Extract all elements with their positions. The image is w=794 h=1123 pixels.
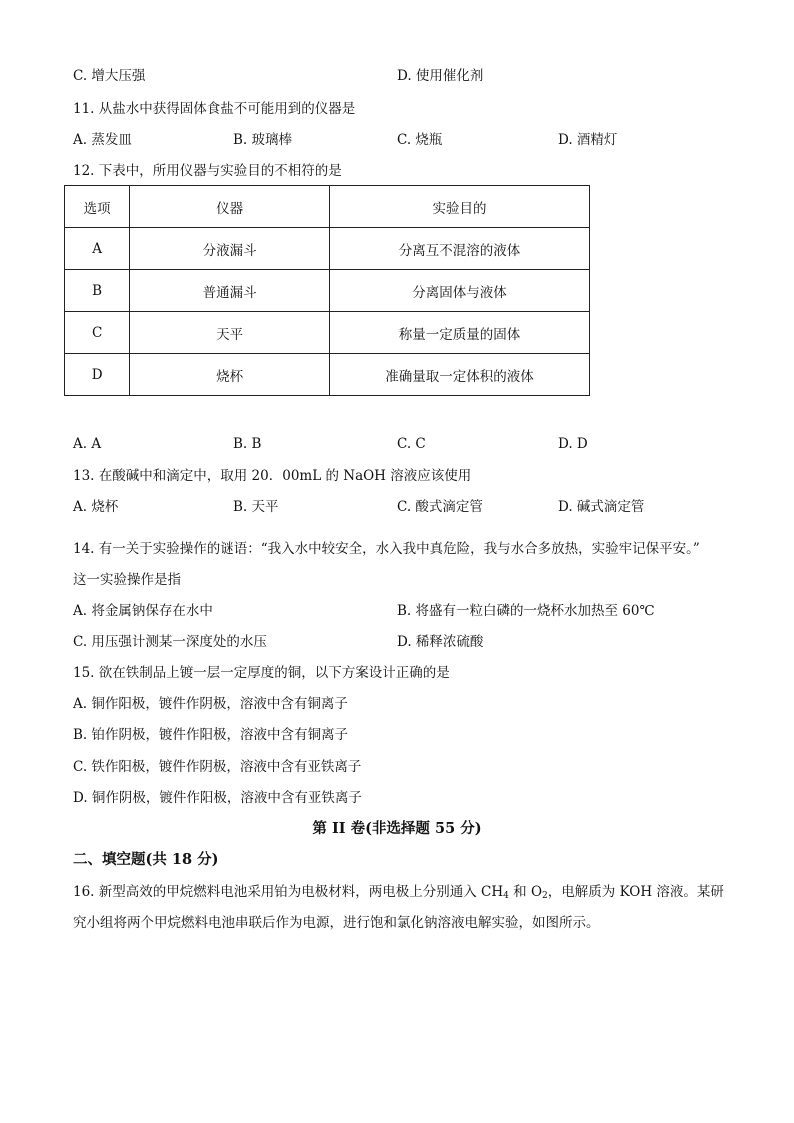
q16-text-part: 和 O xyxy=(508,884,543,900)
q16-text-part: 16. 新型高效的甲烷燃料电池采用铂为电极材料，两电极上分别通入 CH xyxy=(73,884,504,900)
q11-option-a: A. 蒸发皿 xyxy=(73,132,132,148)
q11-option-c: C. 烧瓶 xyxy=(397,132,443,148)
o2-subscript: 2 xyxy=(542,891,548,901)
q11-option-d: D. 酒精灯 xyxy=(558,132,618,148)
table-cell: 普通漏斗 xyxy=(130,270,330,312)
table-row xyxy=(65,312,590,354)
q15-option-b: B. 铂作阴极，镀件作阳极，溶液中含有铜离子 xyxy=(73,727,349,743)
section-heading: 二、填空题(共 18 分) xyxy=(73,851,219,868)
q13-option-b: B. 天平 xyxy=(233,499,279,515)
q13-option-d: D. 碱式滴定管 xyxy=(558,499,645,515)
q12-option-b: B. B xyxy=(233,436,262,452)
table-cell: 分离互不混溶的液体 xyxy=(329,228,589,270)
q14-option-b: B. 将盛有一粒白磷的一烧杯水加热至 60℃ xyxy=(397,603,655,619)
table-cell: 天平 xyxy=(130,312,330,354)
q11-option-b: B. 玻璃棒 xyxy=(233,132,293,148)
q16-stem-line2: 究小组将两个甲烷燃料电池串联后作为电源，进行饱和氯化钠溶液电解实验，如图所示。 xyxy=(73,915,600,931)
table-row xyxy=(65,354,590,396)
q15-option-d: D. 铜作阴极，镀件作阳极，溶液中含有亚铁离子 xyxy=(73,790,362,806)
q16-stem-line1 xyxy=(73,883,724,901)
table-cell: D xyxy=(65,354,130,396)
table-header-row xyxy=(65,186,590,228)
q12-table xyxy=(64,185,590,396)
q12-option-a: A. A xyxy=(73,436,102,452)
q14-option-d: D. 稀释浓硫酸 xyxy=(397,634,484,650)
q10-option-c: C. 增大压强 xyxy=(73,68,146,84)
table-cell: 准确量取一定体积的液体 xyxy=(329,354,589,396)
table-cell: C xyxy=(65,312,130,354)
ch4-subscript: 4 xyxy=(503,891,509,901)
section-title: 第 II 卷(非选择题 55 分) xyxy=(312,820,482,837)
table-cell: 称量一定质量的固体 xyxy=(329,312,589,354)
q12-option-c: C. C xyxy=(397,436,426,452)
q16-text-part: ，电解质为 KOH 溶液。某研 xyxy=(547,884,724,900)
q14-option-a: A. 将金属钠保存在水中 xyxy=(73,603,213,619)
q15-option-a: A. 铜作阳极，镀件作阴极，溶液中含有铜离子 xyxy=(73,696,348,712)
q15-option-c: C. 铁作阳极，镀件作阴极，溶液中含有亚铁离子 xyxy=(73,759,362,775)
q14-stem-line1: 14. 有一关于实验操作的谜语：“我入水中较安全，水入我中真危险，我与水合多放热，实验牢记保平安。” xyxy=(73,541,700,557)
q14-option-c: C. 用压强计测某一深度处的水压 xyxy=(73,634,267,650)
q13-stem: 13. 在酸碱中和滴定中，取用 20．00mL 的 NaOH 溶液应该使用 xyxy=(73,468,472,484)
q15-stem: 15. 欲在铁制品上镀一层一定厚度的铜，以下方案设计正确的是 xyxy=(73,665,450,681)
table-cell: B xyxy=(65,270,130,312)
table-cell: A xyxy=(65,228,130,270)
table-header-cell: 仪器 xyxy=(130,186,330,228)
q10-option-d: D. 使用催化剂 xyxy=(397,68,484,84)
q13-option-c: C. 酸式滴定管 xyxy=(397,499,483,515)
table-cell: 烧杯 xyxy=(130,354,330,396)
table-row xyxy=(65,228,590,270)
table-cell: 分液漏斗 xyxy=(130,228,330,270)
q12-option-d: D. D xyxy=(558,436,588,452)
table-header-cell: 选项 xyxy=(65,186,130,228)
q14-stem-line2: 这一实验操作是指 xyxy=(73,572,181,588)
q13-option-a: A. 烧杯 xyxy=(73,499,119,515)
q11-stem: 11. 从盐水中获得固体食盐不可能用到的仪器是 xyxy=(73,101,356,117)
table-row xyxy=(65,270,590,312)
table-header-cell: 实验目的 xyxy=(329,186,589,228)
q12-stem: 12. 下表中，所用仪器与实验目的不相符的是 xyxy=(73,163,342,179)
table-cell: 分离固体与液体 xyxy=(329,270,589,312)
